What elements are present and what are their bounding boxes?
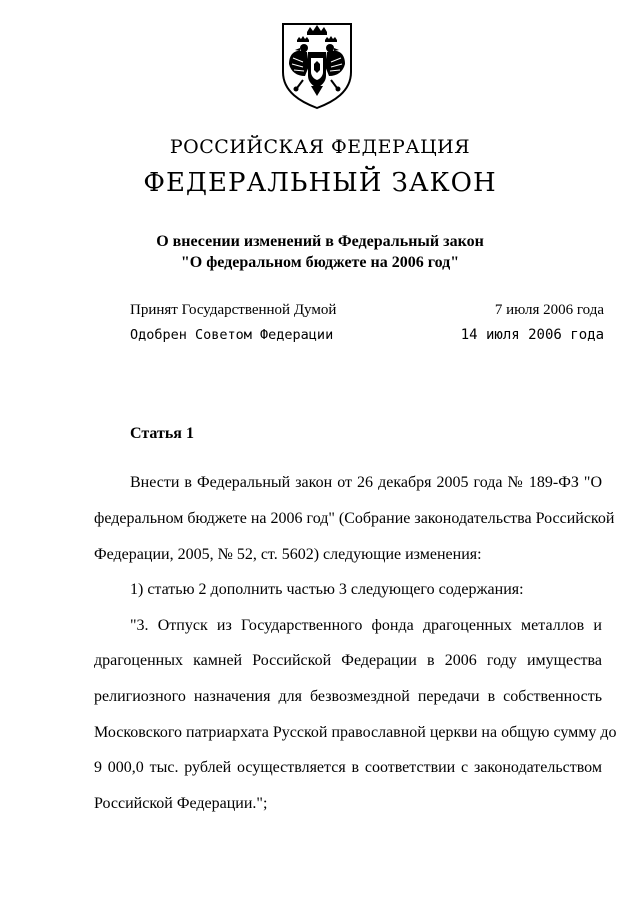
article-heading: Статья 1 — [130, 425, 194, 442]
article-text-line: 1) статью 2 дополнить частью 3 следующего содержания: — [130, 581, 524, 598]
law-title-line-2: "О федеральном бюджете на 2006 год" — [180, 254, 460, 271]
country-name: РОССИЙСКАЯ ФЕДЕРАЦИЯ — [169, 136, 471, 158]
document-type: ФЕДЕРАЛЬНЫЙ ЗАКОН — [143, 168, 497, 198]
article-text-line: "3. Отпуск из Государственного фонда драгоценных металлов и — [130, 617, 602, 634]
article-text-line: федеральном бюджете на 2006 год" (Собрание законодательства Российской — [94, 510, 615, 527]
article-text-line: Российской Федерации."; — [94, 795, 268, 812]
article-text-line: драгоценных камней Российской Федерации в 2006 году имущества — [94, 652, 602, 669]
adoption-date: 7 июля 2006 года — [494, 302, 604, 318]
adoption-label: Принят Государственной Думой — [130, 302, 337, 318]
article-text-line: Московского патриархата Русской православной церкви на общую сумму до — [94, 724, 617, 741]
article-text-line: религиозного назначения для безвозмездной передачи в собственность — [94, 688, 602, 705]
article-text-line: Федерации, 2005, № 52, ст. 5602) следующие изменения: — [94, 546, 482, 563]
article-text-line: 9 000,0 тыс. рублей осуществляется в соответствии с законодательством — [94, 759, 602, 776]
adoption-date: 14 июля 2006 года — [460, 327, 604, 343]
law-title-line-1: О внесении изменений в Федеральный закон — [156, 233, 484, 250]
article-text-line: Внести в Федеральный закон от 26 декабря 2005 года № 189-ФЗ "О — [130, 474, 602, 491]
adoption-label: Одобрен Советом Федерации — [130, 327, 334, 343]
coat-of-arms-emblem — [277, 20, 357, 110]
